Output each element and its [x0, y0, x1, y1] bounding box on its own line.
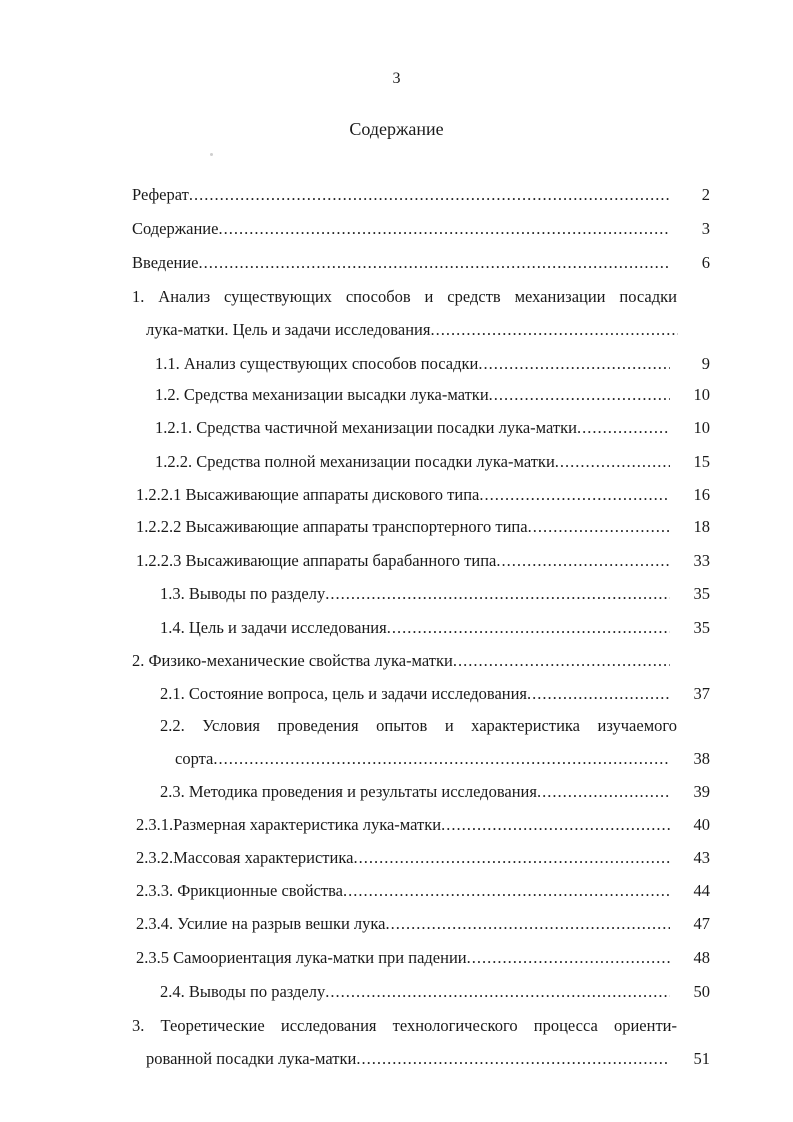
toc-entry-page: 35 — [693, 618, 710, 637]
toc-entry-page: 43 — [693, 848, 710, 867]
toc-entry-label: Содержание — [132, 219, 219, 238]
toc-entry-page: 2 — [701, 185, 710, 204]
toc-entry — [155, 385, 710, 405]
toc-entry — [136, 485, 710, 505]
toc-entry-page: 3 — [701, 219, 710, 238]
toc-entry — [146, 320, 710, 340]
toc-leader-dots — [479, 485, 670, 505]
toc-entry-page: 10 — [693, 418, 710, 437]
toc-leader-dots — [496, 551, 670, 571]
toc-entry-label: 1.2.2. Средства полной механизации посадки лука-матки — [155, 452, 555, 471]
toc-entry-page: 15 — [693, 452, 710, 471]
toc-entry-page: 33 — [693, 551, 710, 570]
toc-leader-dots — [555, 452, 670, 472]
toc-entry-label: 2.3.3. Фрикционные свойства — [136, 881, 343, 900]
toc-entry-line: 1. Анализ существующих способов и средств механизации посадки — [132, 287, 677, 306]
toc-entry-page: 38 — [693, 749, 710, 768]
toc-entry-label: 2.3.2.Массовая характеристика — [136, 848, 354, 867]
toc-entry-page: 37 — [693, 684, 710, 703]
toc-leader-dots — [441, 815, 670, 835]
toc-entry-page: 51 — [693, 1049, 710, 1068]
toc-entry-label: 2.3. Методика проведения и результаты исследования — [160, 782, 537, 801]
toc-leader-dots — [453, 651, 670, 671]
toc-leader-dots — [189, 185, 670, 205]
toc-entry-label: 2.1. Состояние вопроса, цель и задачи исследования — [160, 684, 528, 703]
toc-leader-dots — [325, 982, 670, 1002]
toc-entry — [136, 914, 710, 934]
toc-entry — [160, 782, 710, 802]
toc-entry-label: рованной посадки лука-матки — [146, 1049, 357, 1068]
toc-entry — [155, 354, 710, 374]
toc-leader-dots — [325, 584, 670, 604]
toc-leader-dots — [528, 517, 670, 537]
toc-entry-page: 9 — [701, 354, 710, 373]
toc-entry-page: 48 — [693, 948, 710, 967]
toc-entry-label: Введение — [132, 253, 199, 272]
toc-entry-label: сорта — [175, 749, 214, 768]
toc-entry — [155, 452, 710, 472]
page-number: 3 — [392, 70, 401, 87]
toc-entry-label: 1.2.2.3 Высаживающие аппараты барабанного типа — [136, 551, 497, 570]
toc-entry-page: 44 — [693, 881, 710, 900]
toc-entry-label: 1.1. Анализ существующих способов посадки — [155, 354, 479, 373]
toc-entry-label: 2.3.5 Самоориентация лука-матки при падении — [136, 948, 467, 967]
toc-entry-page: 6 — [701, 253, 710, 272]
toc-leader-dots — [356, 1049, 670, 1069]
toc-entry-page: 18 — [693, 517, 710, 536]
toc-entry — [136, 551, 710, 571]
toc-entry — [160, 618, 710, 638]
toc-leader-dots — [353, 848, 670, 868]
page-title: Содержание — [349, 119, 444, 139]
toc-entry — [160, 982, 710, 1002]
toc-leader-dots — [577, 418, 670, 438]
toc-entry — [136, 815, 710, 835]
toc-entry-page: 47 — [693, 914, 710, 933]
toc-entry-line: 2.2. Условия проведения опытов и характеристика изучаемого — [160, 716, 677, 735]
toc-entry — [136, 881, 710, 901]
toc-entry-label: 1.4. Цель и задачи исследования — [160, 618, 387, 637]
toc-entry — [160, 584, 710, 604]
toc-leader-dots — [478, 354, 670, 374]
toc-leader-dots — [489, 385, 670, 405]
toc-entry-label: 2.3.4. Усилие на разрыв вешки лука — [136, 914, 386, 933]
toc-entry — [155, 418, 710, 438]
toc-entry-label: 1.2.2.2 Высаживающие аппараты транспортерного типа — [136, 517, 528, 536]
toc-leader-dots — [467, 948, 670, 968]
toc-entry-page: 40 — [693, 815, 710, 834]
toc-leader-dots — [430, 320, 678, 340]
toc-entry — [132, 219, 710, 239]
toc-entry-page: 16 — [693, 485, 710, 504]
toc-entry-line: 3. Теоретические исследования технологического процесса ориенти- — [132, 1016, 677, 1035]
toc-entry-page: 10 — [693, 385, 710, 404]
toc-entry-label: Реферат — [132, 185, 189, 204]
toc-entry-label: 1.2.2.1 Высаживающие аппараты дискового типа — [136, 485, 480, 504]
toc-entry — [132, 253, 710, 273]
toc-leader-dots — [527, 684, 670, 704]
toc-entry-label: лука-матки. Цель и задачи исследования — [146, 320, 431, 339]
toc-leader-dots — [537, 782, 670, 802]
toc-entry-label: 1.3. Выводы по разделу — [160, 584, 326, 603]
toc-leader-dots — [343, 881, 670, 901]
toc-leader-dots — [386, 914, 670, 934]
toc-leader-dots — [199, 253, 670, 273]
toc-entry-label: 2.4. Выводы по разделу — [160, 982, 326, 1001]
toc-entry — [136, 517, 710, 537]
toc-entry — [136, 948, 710, 968]
toc-entry — [160, 684, 710, 704]
toc-entry — [136, 848, 710, 868]
toc-entry-label: 1.2. Средства механизации высадки лука-матки — [155, 385, 489, 404]
toc-entry-page: 35 — [693, 584, 710, 603]
toc-entry-label: 2.3.1.Размерная характеристика лука-матки — [136, 815, 442, 834]
toc-entry-label: 1.2.1. Средства частичной механизации посадки лука-матки — [155, 418, 577, 437]
toc-leader-dots — [387, 618, 670, 638]
toc-entry-page: 39 — [693, 782, 710, 801]
toc-entry — [132, 185, 710, 205]
toc-leader-dots — [213, 749, 670, 769]
toc-entry-page: 50 — [693, 982, 710, 1001]
toc-entry — [132, 651, 710, 671]
toc-entry — [146, 1049, 710, 1069]
toc-entry — [175, 749, 710, 769]
toc-leader-dots — [218, 219, 670, 239]
toc-entry-label: 2. Физико-механические свойства лука-матки — [132, 651, 453, 670]
